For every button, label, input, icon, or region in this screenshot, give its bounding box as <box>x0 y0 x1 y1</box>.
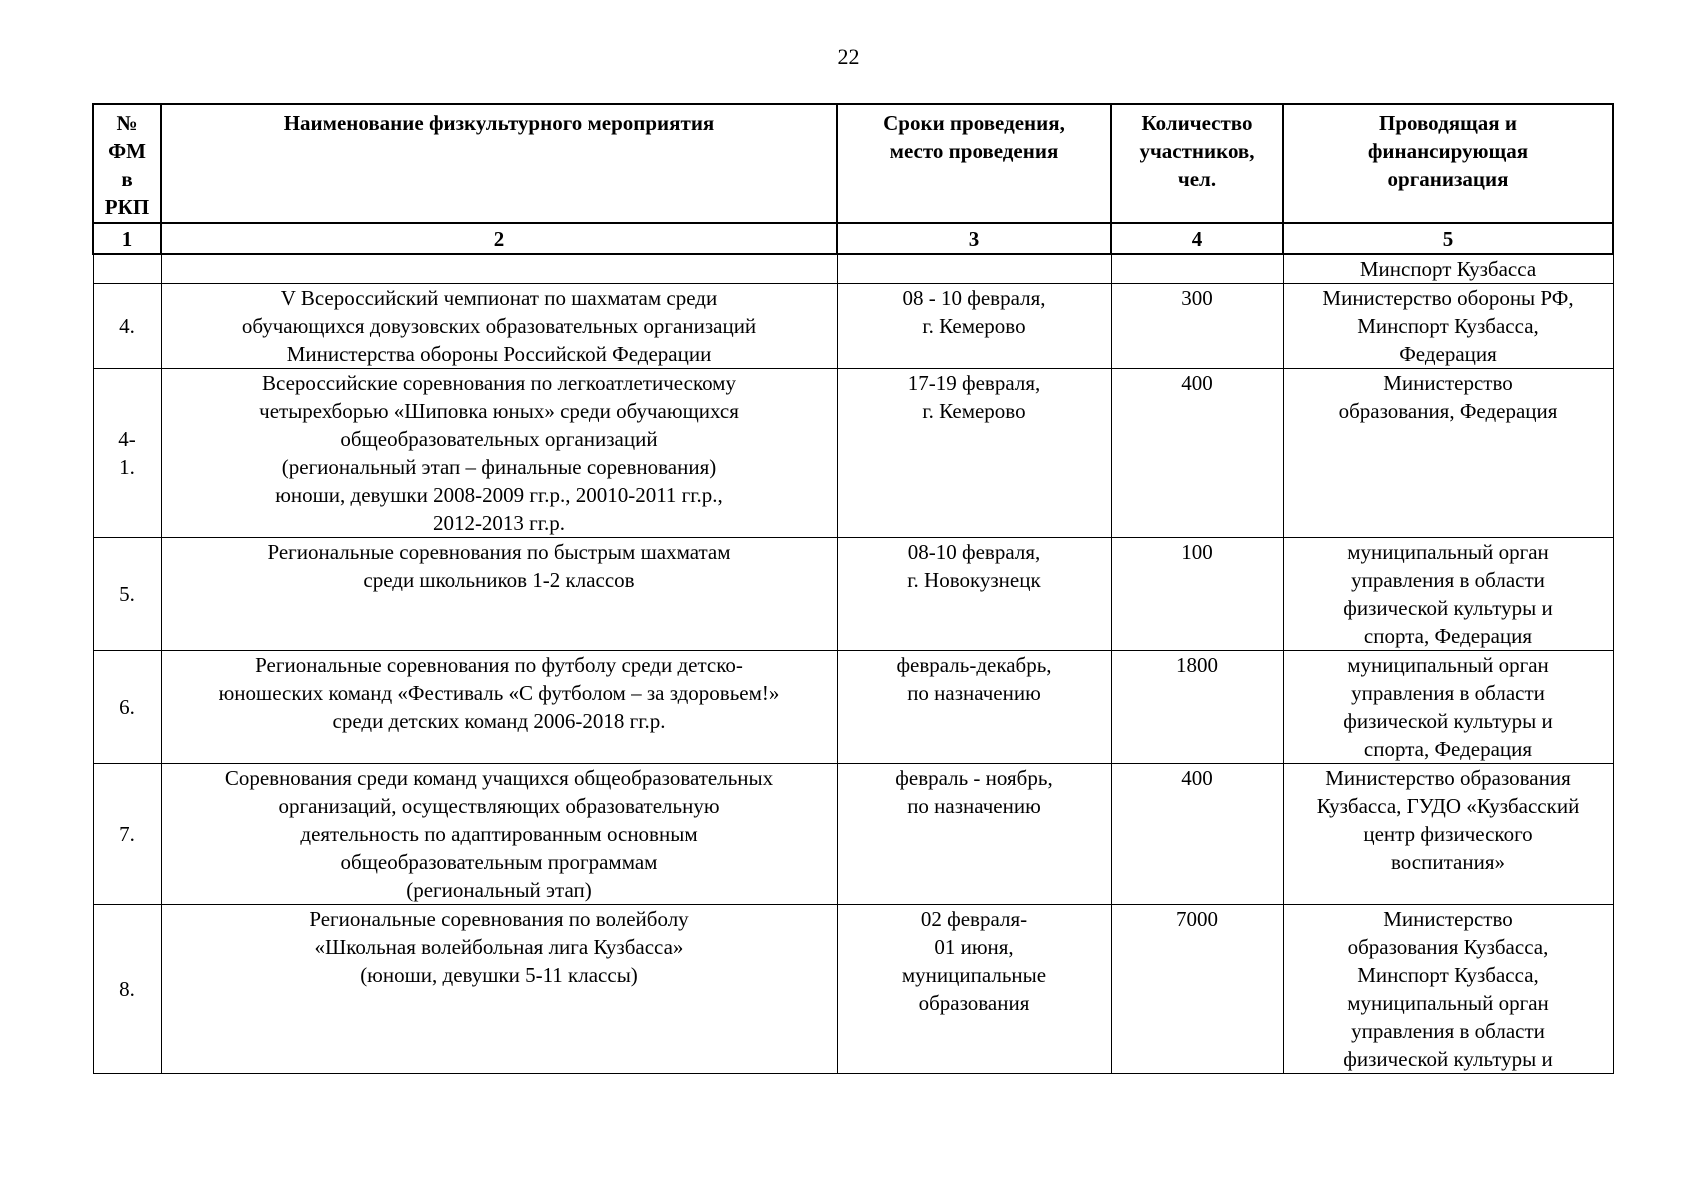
cell-dates-place <box>837 651 1111 764</box>
cell-organization <box>1283 764 1613 905</box>
cell-organization <box>1283 254 1613 284</box>
text-line: в <box>121 167 133 191</box>
text-line: 1. <box>119 455 135 479</box>
text-line: среди школьников 1-2 классов <box>363 568 635 592</box>
text-line: Всероссийские соревнования по легкоатлетическому <box>262 371 736 395</box>
text-line: Наименование физкультурного мероприятия <box>283 111 715 135</box>
text-line: февраль - ноябрь, <box>895 766 1053 790</box>
text-line: ФМ <box>108 139 146 163</box>
cell-participants: 100 <box>1111 538 1283 651</box>
text-line: управления в области <box>1351 1019 1545 1043</box>
table-row <box>93 764 1613 905</box>
cell-fm-number <box>93 764 161 905</box>
events-table <box>92 103 1614 1074</box>
cell-fm-number <box>93 284 161 369</box>
cell-participants: 400 <box>1111 369 1283 538</box>
cell-dates-place <box>837 764 1111 905</box>
text-line: Количество <box>1141 111 1253 135</box>
header-organization <box>1283 104 1613 223</box>
text-line: 8. <box>119 977 135 1001</box>
cell-dates-place <box>837 369 1111 538</box>
text-line: 7. <box>119 822 135 846</box>
text-line: образования, Федерация <box>1338 399 1558 423</box>
column-number: 2 <box>161 223 837 254</box>
text-line: 5. <box>119 582 135 606</box>
text-line: февраль-декабрь, <box>896 653 1052 677</box>
text-line: Министерство <box>1383 371 1513 395</box>
text-line: образования Кузбасса, <box>1347 935 1549 959</box>
column-number: 5 <box>1283 223 1613 254</box>
cell-participants <box>1111 254 1283 284</box>
text-line: юноши, девушки 2008-2009 гг.р., 20010-2011 гг.р., <box>275 483 723 507</box>
cell-participants: 300 <box>1111 284 1283 369</box>
text-line: Соревнования среди команд учащихся общеобразовательных <box>224 766 774 790</box>
text-line: по назначению <box>907 681 1041 705</box>
text-line: «Школьная волейбольная лига Кузбасса» <box>314 935 684 959</box>
text-line: муниципальный орган <box>1347 991 1549 1015</box>
text-line: г. Кемерово <box>922 314 1026 338</box>
text-line: деятельность по адаптированным основным <box>300 822 698 846</box>
header-event-name <box>161 104 837 223</box>
cell-organization <box>1283 905 1613 1074</box>
text-line: Кузбасса, ГУДО «Кузбасский <box>1316 794 1580 818</box>
text-line: общеобразовательным программам <box>340 850 658 874</box>
cell-participants: 1800 <box>1111 651 1283 764</box>
cell-dates-place <box>837 905 1111 1074</box>
text-line: физической культуры и <box>1343 596 1553 620</box>
cell-fm-number <box>93 254 161 284</box>
text-line: (региональный этап) <box>406 878 592 902</box>
text-line: организаций, осуществляющих образовательную <box>278 794 720 818</box>
table-row <box>93 369 1613 538</box>
text-line: Региональные соревнования по футболу среди детско- <box>255 653 743 677</box>
table-row <box>93 905 1613 1074</box>
cell-event-name <box>161 369 837 538</box>
column-number: 4 <box>1111 223 1283 254</box>
cell-fm-number <box>93 651 161 764</box>
cell-organization <box>1283 369 1613 538</box>
text-line: 17-19 февраля, <box>907 371 1041 395</box>
text-line: управления в области <box>1351 681 1545 705</box>
text-line: муниципальные <box>901 963 1047 987</box>
text-line: Министерство образования <box>1325 766 1571 790</box>
text-line: (региональный этап – финальные соревнования) <box>281 455 717 479</box>
cell-event-name <box>161 538 837 651</box>
text-line: муниципальный орган <box>1347 653 1549 677</box>
cell-fm-number <box>93 369 161 538</box>
text-line: 08-10 февраля, <box>907 540 1041 564</box>
header-dates-place <box>837 104 1111 223</box>
text-line: четырехборью «Шиповка юных» среди обучающихся <box>259 399 739 423</box>
text-line: воспитания» <box>1391 850 1505 874</box>
text-line: 2012-2013 гг.р. <box>432 511 566 535</box>
text-line: Минспорт Кузбасса, <box>1357 963 1539 987</box>
cell-organization <box>1283 538 1613 651</box>
page-number: 22 <box>837 44 860 69</box>
text-line: по назначению <box>907 794 1041 818</box>
text-line: № <box>116 111 138 135</box>
text-line: место проведения <box>889 139 1059 163</box>
cell-participants: 7000 <box>1111 905 1283 1074</box>
text-line: Региональные соревнования по быстрым шахматам <box>267 540 731 564</box>
text-line: образования <box>918 991 1030 1015</box>
text-line: 6. <box>119 695 135 719</box>
header-fm-number <box>93 104 161 223</box>
table-row <box>93 651 1613 764</box>
text-line: V Всероссийский чемпионат по шахматам среди <box>280 286 718 310</box>
text-line: 01 июня, <box>934 935 1014 959</box>
text-line: г. Кемерово <box>922 399 1026 423</box>
column-number: 3 <box>837 223 1111 254</box>
text-line: среди детских команд 2006-2018 гг.р. <box>332 709 666 733</box>
text-line: Министерство обороны РФ, <box>1322 286 1574 310</box>
text-line: г. Новокузнецк <box>907 568 1041 592</box>
cell-dates-place <box>837 284 1111 369</box>
cell-event-name <box>161 764 837 905</box>
text-line: управления в области <box>1351 568 1545 592</box>
text-line: Минспорт Кузбасса, <box>1357 314 1539 338</box>
text-line: Министерство <box>1383 907 1513 931</box>
text-line: 02 февраля- <box>920 907 1028 931</box>
text-line: центр физического <box>1363 822 1533 846</box>
text-line: организация <box>1387 167 1509 191</box>
text-line: Министерства обороны Российской Федерации <box>286 342 712 366</box>
text-line: Проводящая и <box>1378 111 1517 135</box>
table-row <box>93 538 1613 651</box>
text-line: обучающихся довузовских образовательных организаций <box>241 314 757 338</box>
header-participants <box>1111 104 1283 223</box>
text-line: юношеских команд «Фестиваль «С футболом – за здоровьем!» <box>218 681 780 705</box>
column-number-row <box>93 223 1613 254</box>
text-line: РКП <box>104 195 150 219</box>
text-line: Федерация <box>1399 342 1497 366</box>
cell-organization <box>1283 651 1613 764</box>
cell-participants: 400 <box>1111 764 1283 905</box>
cell-dates-place <box>837 538 1111 651</box>
cell-event-name <box>161 905 837 1074</box>
text-line: физической культуры и <box>1343 709 1553 733</box>
text-line: участников, <box>1139 139 1255 163</box>
cell-event-name <box>161 284 837 369</box>
table-row <box>93 254 1613 284</box>
text-line: чел. <box>1177 167 1217 191</box>
text-line: 4. <box>119 314 135 338</box>
text-line: Региональные соревнования по волейболу <box>309 907 689 931</box>
text-line: 4- <box>118 427 136 451</box>
cell-fm-number <box>93 905 161 1074</box>
table-row <box>93 284 1613 369</box>
text-line: муниципальный орган <box>1347 540 1549 564</box>
text-line: Минспорт Кузбасса <box>1359 257 1537 281</box>
text-line: Сроки проведения, <box>883 111 1065 135</box>
cell-fm-number <box>93 538 161 651</box>
cell-organization <box>1283 284 1613 369</box>
cell-event-name <box>161 651 837 764</box>
text-line: спорта, Федерация <box>1363 624 1533 648</box>
header-row <box>93 104 1613 223</box>
text-line: 08 - 10 февраля, <box>902 286 1046 310</box>
text-line: финансирующая <box>1367 139 1529 163</box>
cell-event-name <box>161 254 837 284</box>
column-number: 1 <box>93 223 161 254</box>
text-line: физической культуры и <box>1343 1047 1553 1071</box>
text-line: (юноши, девушки 5-11 классы) <box>360 963 638 987</box>
cell-dates-place <box>837 254 1111 284</box>
text-line: общеобразовательных организаций <box>340 427 658 451</box>
text-line: спорта, Федерация <box>1363 737 1533 761</box>
